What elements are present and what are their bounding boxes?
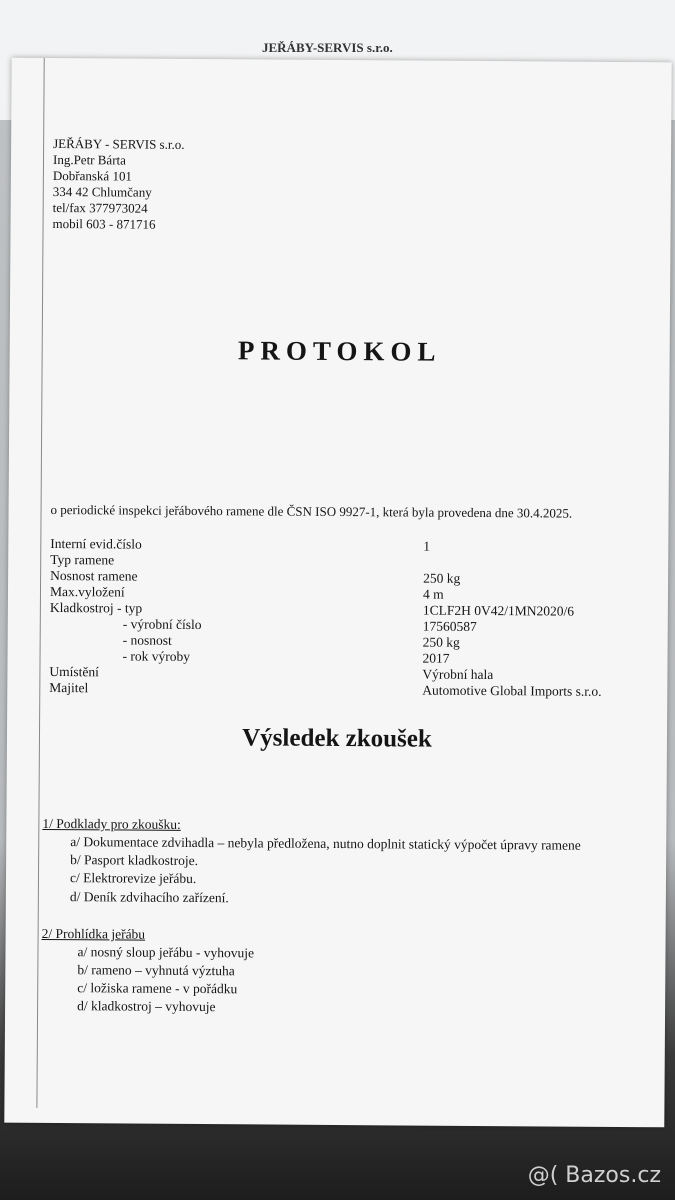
protocol-sheet — [4, 58, 671, 1128]
result-title: Výsledek zkoušek — [242, 724, 432, 753]
field-value: 2017 — [422, 650, 450, 666]
sender-person: Ing.Petr Bárta — [52, 152, 126, 168]
field-label: - nosnost — [122, 632, 172, 648]
field-value: 4 m — [422, 586, 444, 602]
underlying-sheet-header: JEŘÁBY-SERVIS s.r.o. — [262, 40, 393, 55]
margin-line — [36, 58, 44, 1108]
field-value: 17560587 — [422, 618, 477, 634]
section-2-item: a/ nosný sloup jeřábu - vyhovuje — [77, 944, 255, 961]
sender-company: JEŘÁBY - SERVIS s.r.o. — [53, 136, 185, 152]
intro-text: o periodické inspekci jeřábového ramene dle ČSN ISO 9927-1, která byla provedena dne 30.4.2025. — [50, 501, 573, 521]
field-label: Nosnost ramene — [50, 567, 138, 584]
field-label: - rok výroby — [122, 648, 191, 664]
field-label: Kladkostroj - typ — [49, 599, 143, 616]
sender-city: 334 42 Chlumčany — [52, 183, 152, 200]
field-label: Majitel — [49, 679, 89, 696]
section-1-heading: 1/ Podklady pro zkoušku: — [42, 815, 181, 832]
sender-street: Dobřanská 101 — [52, 167, 133, 184]
section-2-item: c/ ložiska ramene - v pořádku — [77, 980, 238, 997]
field-value: 250 kg — [423, 570, 461, 586]
field-label: Max.vyložení — [49, 583, 125, 600]
section-1-item: b/ Pasport kladkostroje. — [70, 852, 199, 869]
field-value: Automotive Global Imports s.r.o. — [422, 682, 602, 699]
section-1-item: c/ Elektrorevize jeřábu. — [69, 870, 197, 887]
field-label: Umístění — [49, 663, 99, 680]
sender-telfax: tel/fax 377973024 — [52, 199, 148, 216]
field-label: Interní evid.číslo — [50, 535, 142, 552]
document-title: PROTOKOL — [237, 335, 442, 367]
section-1-item: d/ Deník zdvihacího zařízení. — [69, 889, 229, 906]
section-2-item: b/ rameno – vyhnutá výztuha — [77, 962, 235, 979]
section-1-item: a/ Dokumentace zdvihadla – nebyla předložena, nutno doplnit statický výpočet úpravy ramene — [70, 834, 581, 853]
section-2-heading: 2/ Prohlídka jeřábu — [41, 925, 146, 942]
field-label: Typ ramene — [50, 551, 115, 568]
field-value: 1 — [423, 538, 431, 554]
field-value: 1CLF2H 0V42/1MN2020/6 — [422, 602, 575, 619]
field-value: 250 kg — [422, 634, 460, 650]
field-label: - výrobní číslo — [122, 616, 202, 633]
field-value: Výrobní hala — [422, 666, 494, 683]
sender-mobile: mobil 603 - 871716 — [52, 215, 156, 232]
section-2-item: d/ kladkostroj – vyhovuje — [77, 998, 216, 1015]
bazos-watermark: @( Bazos.cz — [527, 1163, 661, 1188]
